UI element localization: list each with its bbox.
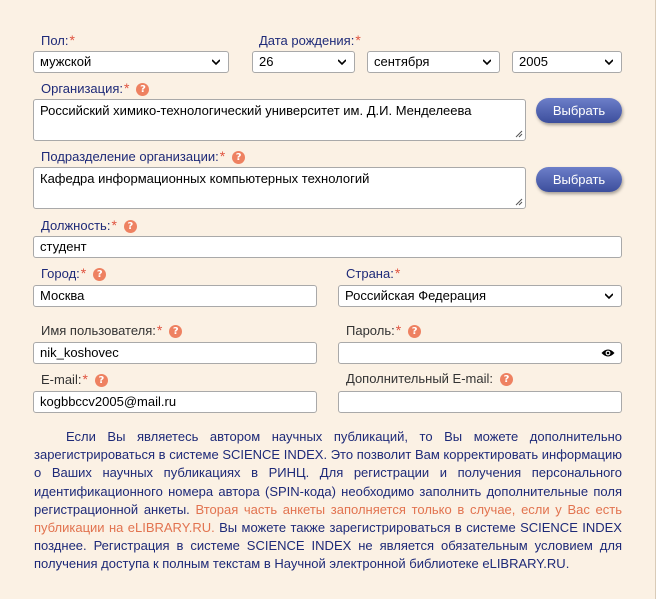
birth-year-select[interactable] [512, 51, 622, 73]
birth-day-select[interactable] [252, 51, 355, 73]
birth-month-select[interactable] [367, 51, 500, 73]
help-icon[interactable]: ? [93, 268, 106, 281]
help-icon[interactable]: ? [232, 151, 245, 164]
help-icon[interactable]: ? [95, 374, 108, 387]
country-value: Российская Федерация [345, 288, 487, 303]
help-icon[interactable]: ? [136, 83, 149, 96]
email-label: E-mail:* ? [41, 371, 108, 387]
select-department-button[interactable]: Выбрать [536, 167, 622, 192]
password-input[interactable] [338, 342, 622, 364]
birthdate-label: Дата рождения:* [259, 32, 361, 48]
username-value: nik_koshovec [40, 345, 119, 360]
city-input[interactable] [33, 285, 317, 307]
organization-value: Российский химико-технологический университет им. Д.И. Менделеева [40, 103, 472, 118]
organization-textarea[interactable] [33, 99, 526, 141]
birth-day-value: 26 [259, 54, 274, 69]
chevron-down-icon [483, 58, 491, 66]
info-text-2-highlight: Вторая часть анкеты заполняется только в случае, если у Вас есть публикации на eLIBRARY.RU. [34, 501, 622, 536]
password-label: Пароль:* ? [346, 322, 421, 338]
resize-grip-icon[interactable] [513, 128, 523, 138]
science-index-info-paragraph [34, 428, 622, 574]
page-edge [656, 0, 661, 599]
username-input[interactable] [33, 342, 317, 364]
help-icon[interactable]: ? [124, 220, 137, 233]
help-icon[interactable]: ? [408, 325, 421, 338]
gender-label: Пол:* [41, 32, 75, 48]
select-organization-button[interactable]: Выбрать [536, 98, 622, 123]
username-label: Имя пользователя:* ? [41, 322, 182, 338]
help-icon[interactable]: ? [169, 325, 182, 338]
extra-email-input[interactable] [338, 391, 622, 413]
position-label: Должность:* ? [41, 217, 137, 233]
extra-email-label: Дополнительный E-mail: ? [346, 371, 513, 386]
position-value: студент [40, 239, 87, 254]
city-label: Город:* ? [41, 265, 106, 281]
resize-grip-icon[interactable] [513, 196, 523, 206]
birth-year-value: 2005 [519, 54, 548, 69]
department-textarea[interactable] [33, 167, 526, 209]
chevron-down-icon [605, 58, 613, 66]
position-input[interactable] [33, 236, 622, 258]
department-label: Подразделение организации:* ? [41, 148, 245, 164]
gender-select[interactable] [33, 51, 229, 73]
chevron-down-icon [605, 292, 613, 300]
eye-icon[interactable] [601, 348, 615, 358]
email-value: kogbbccv2005@mail.ru [40, 394, 177, 409]
organization-label: Организация:* ? [41, 80, 149, 96]
info-text-3: Вы можете также зарегистрироваться в системе SCIENCE INDEX позднее. Регистрация в системе SCIENCE INDEX не является обязательным условием для получения доступа к полным текстам в Научной электронной библиотеке eLIBRARY.RU. [34, 520, 622, 572]
city-value: Москва [40, 288, 85, 303]
info-text-1: Если Вы являетесь автором научных публикаций, то Вы можете дополнительно зарегистрироваться в системе SCIENCE INDEX. Это позволит Вам корректировать информацию о Ваших научных публикациях в РИНЦ. Для регистрации и получения персонального идентификационного номера автора (SPIN-кода) необходимо заполнить дополнительные поля регистрационной анкеты. [34, 429, 622, 517]
chevron-down-icon [212, 58, 220, 66]
chevron-down-icon [338, 58, 346, 66]
help-icon[interactable]: ? [500, 373, 513, 386]
department-value: Кафедра информационных компьютерных технологий [40, 171, 370, 186]
gender-value: мужской [40, 54, 92, 69]
email-input[interactable] [33, 391, 317, 413]
country-select[interactable] [338, 285, 622, 307]
birth-month-value: сентября [374, 54, 430, 69]
country-label: Страна:* [346, 265, 401, 281]
